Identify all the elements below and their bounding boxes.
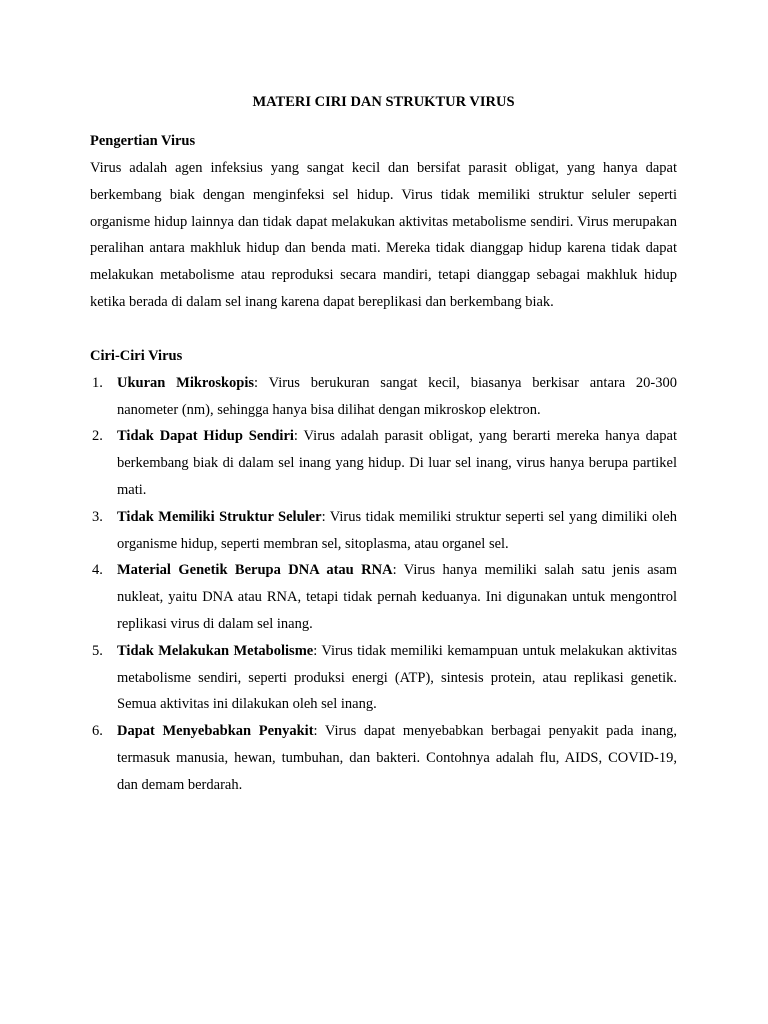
document-page: [90, 92, 677, 799]
list-item-number: 4.: [92, 562, 103, 579]
list-item-number: 5.: [92, 642, 103, 659]
list-item: [90, 718, 677, 798]
list-item-term: Material Genetik Berupa DNA atau RNA: [117, 562, 393, 579]
list-item: [90, 557, 677, 637]
characteristics-list: [90, 370, 677, 799]
list-item-term: Tidak Melakukan Metabolisme: [117, 642, 314, 659]
definition-paragraph: Virus adalah agen infeksius yang sangat kecil dan bersifat parasit obligat, yang hanya dapat berkembang biak dengan menginfeksi sel hidup. Virus tidak memiliki struktur seluler seperti organisme hidup lainnya dan tidak dapat melakukan aktivitas metabolisme sendiri. Virus merupakan peralihan antara makhluk hidup dan benda mati. Mereka tidak dianggap hidup karena tidak dapat melakukan metabolisme atau reproduksi secara mandiri, tetapi dianggap sebagai makhluk hidup ketika berada di dalam sel inang karena dapat bereplikasi dan berkembang biak.: [90, 160, 677, 310]
document-title: MATERI CIRI DAN STRUKTUR VIRUS: [252, 94, 515, 110]
definition-heading: Pengertian Virus: [90, 133, 196, 149]
list-item-term: Ukuran Mikroskopis: [117, 374, 255, 391]
list-item-description: : Virus adalah parasit obligat, yang berarti mereka hanya dapat berkembang biak di dalam sel inang yang hidup. Di luar sel inang, virus hanya berupa partikel mati.: [117, 428, 677, 498]
list-item: [90, 504, 677, 558]
list-item-number: 2.: [92, 428, 103, 445]
list-item-number: 1.: [92, 374, 103, 391]
list-item-number: 6.: [92, 723, 103, 740]
definition-section: [90, 128, 677, 316]
list-item: [90, 423, 677, 503]
characteristics-section: [90, 343, 677, 799]
list-item: [90, 370, 677, 424]
list-item-description: : Virus berukuran sangat kecil, biasanya berkisar antara 20-300 nanometer (nm), sehingga hanya bisa dilihat dengan mikroskop elektron.: [117, 374, 678, 418]
list-item-number: 3.: [92, 508, 103, 525]
list-item-description: : Virus hanya memiliki salah satu jenis asam nukleat, yaitu DNA atau RNA, tetapi tidak pernah keduanya. Ini digunakan untuk mengontrol replikasi virus di dalam sel inang.: [117, 562, 678, 632]
list-item-term: Tidak Memiliki Struktur Seluler: [117, 508, 322, 525]
list-item-description: : Virus dapat menyebabkan berbagai penyakit pada inang, termasuk manusia, hewan, tumbuhan, dan bakteri. Contohnya adalah flu, AIDS, COVID-19, dan demam berdarah.: [117, 723, 677, 793]
list-item-description: : Virus tidak memiliki struktur seperti sel yang dimiliki oleh organisme hidup, seperti membran sel, sitoplasma, atau organel sel.: [117, 508, 677, 552]
list-item: [90, 638, 677, 718]
list-item-term: Tidak Dapat Hidup Sendiri: [117, 428, 294, 445]
list-item-description: : Virus tidak memiliki kemampuan untuk melakukan aktivitas metabolisme sendiri, seperti produksi energi (ATP), sintesis protein, atau replikasi genetik. Semua aktivitas ini dilakukan oleh sel inang.: [117, 642, 677, 713]
section-spacer: [90, 316, 677, 343]
list-item-term: Dapat Menyebabkan Penyakit: [117, 723, 314, 740]
characteristics-heading: Ciri-Ciri Virus: [90, 347, 183, 364]
